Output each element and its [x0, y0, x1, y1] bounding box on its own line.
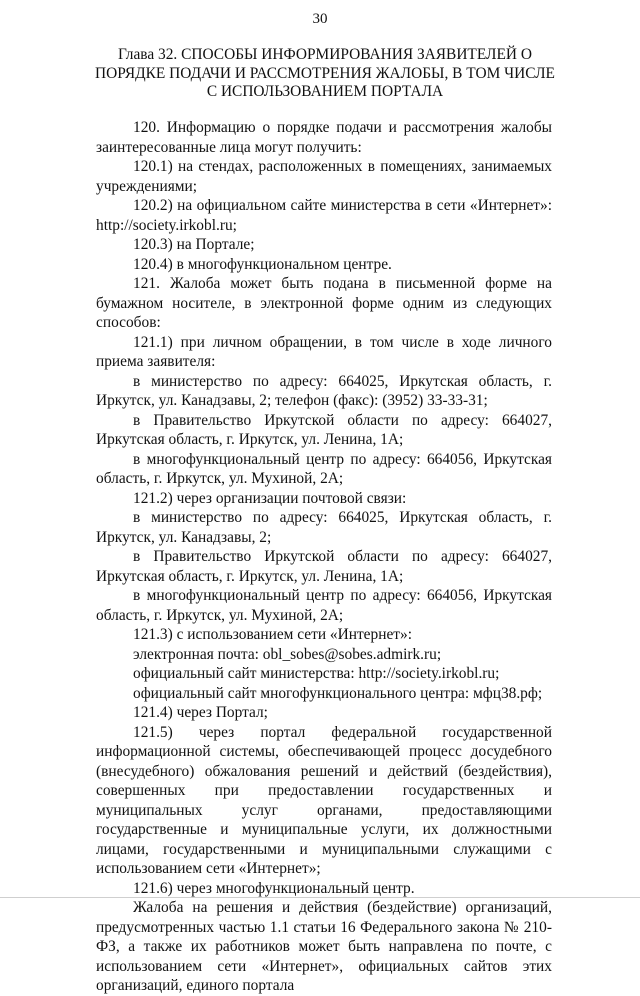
paragraph: официальный сайт многофункционального центра: мфц38.рф;: [133, 684, 543, 702]
paragraph: 121.3) с использованием сети «Интернет»:: [133, 626, 412, 643]
paragraph: 120.2) на официальном сайте министерства в сети «Интернет»: http://society.irkobl.ru;: [96, 197, 552, 234]
paragraph: 121.1) при личном обращении, в том числе в ходе личного приема заявителя:: [96, 333, 552, 370]
paragraph: в Правительство Иркутской области по адресу: 664027, Иркутская область, г. Иркутск, ул. Ленина, 1А;: [96, 411, 552, 448]
paragraph: 120. Информацию о порядке подачи и рассмотрения жалобы заинтересованные лица могут получить:: [96, 119, 552, 156]
document-body: [96, 118, 552, 996]
paragraph: 120.3) на Портале;: [133, 236, 255, 253]
paragraph: в министерство по адресу: 664025, Иркутская область, г. Иркутск, ул. Канадзавы, 2; телефон (факс): (3952) 33-33-31;: [96, 372, 552, 409]
paragraph: в многофункциональный центр по адресу: 664056, Иркутская область, г. Иркутск, ул. Мухиной, 2А;: [96, 587, 552, 624]
paragraph: в министерство по адресу: 664025, Иркутская область, г. Иркутск, ул. Канадзавы, 2;: [96, 509, 552, 546]
paragraph: 120.4) в многофункциональном центре.: [133, 255, 392, 273]
paragraph: электронная почта: obl_sobes@sobes.admirk.ru;: [133, 645, 442, 663]
paragraph: 121.4) через Портал;: [133, 704, 268, 721]
paragraph: в Правительство Иркутской области по адресу: 664027, Иркутская область, г. Иркутск, ул. Ленина, 1А;: [96, 548, 552, 585]
paragraph: в многофункциональный центр по адресу: 664056, Иркутская область, г. Иркутск, ул. Мухиной, 2А;: [96, 450, 552, 487]
paragraph: 121.5) через портал федеральной государственной информационной системы, обеспечивающей процесс досудебного (внесудебного) обжалования решений и действий (бездействия), совершенных при предоставлении государственных и муниципальных услуг органами, предоставляющими государственные и муниципальные услуги, их должностными лицами, государственными и муниципальными служащими с использованием сети «Интернет»;: [96, 723, 552, 877]
chapter-heading: Глава 32. СПОСОБЫ ИНФОРМИРОВАНИЯ ЗАЯВИТЕЛЕЙ О ПОРЯДКЕ ПОДАЧИ И РАССМОТРЕНИЯ ЖАЛОБЫ, В ТОМ ЧИСЛЕ С ИСПОЛЬЗОВАНИЕМ ПОРТАЛА: [95, 46, 555, 100]
page-bottom-edge: [0, 897, 640, 898]
paragraph: 121.2) через организации почтовой связи:: [133, 489, 407, 507]
paragraph: официальный сайт министерства: http://society.irkobl.ru;: [133, 665, 500, 682]
paragraph: 121. Жалоба может быть подана в письменной форме на бумажном носителе, в электронной форме одним из следующих способов:: [96, 275, 552, 331]
paragraph: 120.1) на стендах, расположенных в помещениях, занимаемых учреждениями;: [96, 158, 552, 195]
paragraph: Жалоба на решения и действия (бездействие) организаций, предусмотренных частью 1.1 статьи 16 Федерального закона № 210-ФЗ, а также их работников может быть направлена по почте, с использованием сети «Интернет», официальных сайтов этих организаций, единого портала: [96, 899, 552, 994]
page-number: 30: [312, 11, 328, 27]
paragraph: 121.6) через многофункциональный центр.: [133, 879, 415, 897]
